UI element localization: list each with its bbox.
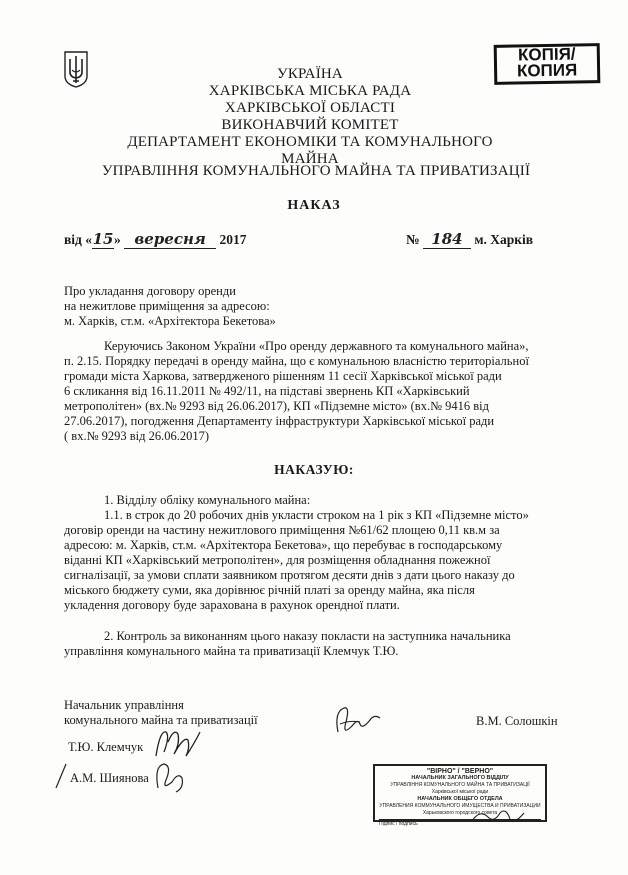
stamp-verno-line1: "ВІРНО" / "ВЕРНО" bbox=[426, 768, 494, 775]
preamble-line: Керуючись Законом України «Про оренду державного та комунального майна», bbox=[104, 339, 529, 353]
order-word: НАКАЗУЮ: bbox=[274, 462, 354, 477]
date-day: 15 bbox=[92, 230, 114, 248]
signatory-name: В.М. Солошкін bbox=[476, 714, 558, 728]
subject-line2: на нежитлове приміщення за адресою: bbox=[64, 299, 270, 313]
item1-1-line: договір оренди на частину нежитлового приміщення №61/62 площею 0,11 кв.м за bbox=[64, 523, 500, 537]
item1-1-line: віданні КП «Харківський метрополітен», для розміщення обладнання пожежної bbox=[64, 553, 491, 567]
preamble-line: ( вх.№ 9293 від 26.06.2017) bbox=[64, 429, 210, 443]
header-region: ХАРКІВСЬКОЇ ОБЛАСТІ bbox=[224, 100, 396, 116]
stamp-verno-line6: УПРАВЛЕНИЯ КОММУНАЛЬНОГО ИМУЩЕСТВА И ПРИВАТИЗАЦИИ bbox=[379, 803, 541, 809]
stamp-verno-line5: НАЧАЛЬНИК ОБЩЕГО ОТДЕЛА bbox=[417, 796, 503, 802]
item2-line: управління комунального майна та приватизації Клемчук Т.Ю. bbox=[64, 644, 399, 658]
copy-stamp-line2: КОПИЯ bbox=[516, 60, 578, 81]
date-year: 2017 bbox=[219, 232, 247, 247]
approver2-signature bbox=[54, 758, 194, 794]
copy-stamp-line1: КОПІЯ/ bbox=[517, 44, 576, 65]
preamble-line: громади міста Харкова, затвердженого рішенням 11 сесії Харківської міської ради bbox=[64, 369, 502, 383]
subject-block bbox=[64, 284, 276, 329]
item1-1-line: адресою: м. Харків, ст.м. «Архітектора Бекетова», що перебуває в господарському bbox=[64, 538, 503, 552]
item2-line: 2. Контроль за виконанням цього наказу покласти на заступника начальника bbox=[104, 629, 511, 643]
header-country: УКРАЇНА bbox=[277, 66, 343, 82]
stamp-verno-line7: Харьковского городского совета bbox=[422, 810, 498, 816]
subject-line1: Про укладання договору оренди bbox=[64, 284, 236, 298]
order-items bbox=[64, 493, 572, 659]
preamble bbox=[64, 339, 572, 444]
preamble-line: 6 скликання від 16.11.2011 № 492/11, на підставі звернень КП «Харківський bbox=[64, 384, 470, 398]
stamp-verno-line2: НАЧАЛЬНИК ЗАГАЛЬНОГО ВІДДІЛУ bbox=[411, 775, 509, 781]
item1-1-line: укладення договору буде зарахована в рахунок орендної плати. bbox=[64, 598, 400, 612]
letterhead bbox=[100, 66, 520, 168]
approver1: Т.Ю. Клемчук bbox=[68, 740, 144, 754]
date-month: вересня bbox=[124, 230, 216, 249]
item1-title: 1. Відділу обліку комунального майна: bbox=[104, 493, 311, 507]
number-line bbox=[406, 230, 533, 249]
stamp-sign-label: Підпис / подпись bbox=[379, 819, 541, 828]
approver1-signature bbox=[150, 722, 204, 762]
header-office: УПРАВЛІННЯ КОМУНАЛЬНОГО МАЙНА ТА ПРИВАТИЗАЦІЇ bbox=[101, 163, 531, 179]
stamp-verno-line4: Харківської міської ради bbox=[431, 789, 489, 795]
position-line2: комунального майна та приватизації bbox=[64, 713, 258, 727]
date-mid: » bbox=[114, 232, 121, 247]
header-committee: ВИКОНАВЧИЙ КОМІТЕТ bbox=[221, 117, 399, 133]
stamp-signature bbox=[470, 805, 526, 827]
position-line1: Начальник управління bbox=[64, 698, 184, 712]
city: м. Харків bbox=[474, 232, 534, 247]
header-department: ДЕПАРТАМЕНТ ЕКОНОМІКИ ТА КОМУНАЛЬНОГО МАЙНА bbox=[127, 134, 493, 167]
preamble-line: метрополітен» (вх.№ 9293 від 26.06.2017), КП «Підземне місто» (вх.№ 9416 від bbox=[64, 399, 489, 413]
approver2: А.М. Шиянова bbox=[70, 771, 149, 785]
preamble-line: п. 2.15. Порядку передачі в оренду майна, що є комунальною власністю територіальної bbox=[64, 354, 529, 368]
stamp-verno-line3: УПРАВЛІННЯ КОМУНАЛЬНОГО МАЙНА ТА ПРИВАТИЗАЦІЇ bbox=[390, 782, 530, 788]
date-prefix: від « bbox=[64, 232, 92, 247]
header-council: ХАРКІВСЬКА МІСЬКА РАДА bbox=[208, 83, 412, 99]
number-label: № bbox=[406, 232, 420, 247]
preamble-line: 27.06.2017), погодження Департаменту інфраструктури Харківської міської ради bbox=[64, 414, 495, 428]
item1-1-line: 1.1. в строк до 20 робочих днів укласти строком на 1 рік з КП «Підземне місто» bbox=[104, 508, 529, 522]
subject-line3: м. Харків, ст.м. «Архітектора Бекетова» bbox=[64, 314, 276, 328]
date-line bbox=[64, 230, 247, 249]
coat-of-arms-icon bbox=[63, 50, 89, 88]
document-title: НАКАЗ bbox=[287, 198, 341, 213]
main-signature bbox=[330, 702, 386, 740]
document-number: 184 bbox=[423, 230, 471, 249]
item1-1-line: міського бюджету суми, яка дорівнює річній платі за оренду майна, яка після bbox=[64, 583, 475, 597]
item1-1-line: сигналізації, за умови сплати заявником протягом десяти днів з дати цього наказу до bbox=[64, 568, 515, 582]
